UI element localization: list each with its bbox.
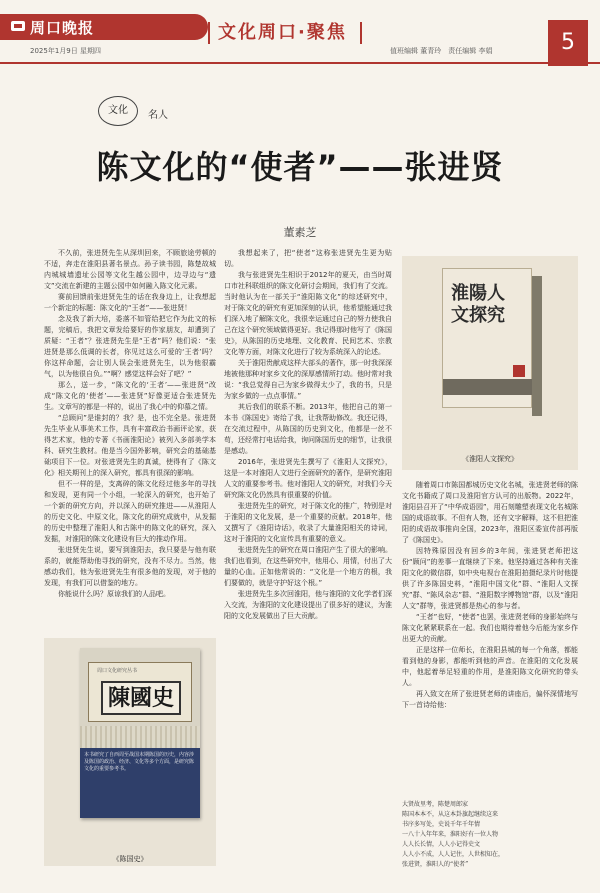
book-photo-chen-guo-shi (44, 638, 216, 866)
cover-title: 陳國史 (101, 681, 181, 715)
category-tag: 名人 (148, 110, 168, 121)
paragraph: 我与张进贤先生相识于2012年的夏天，由当时周口市社科联组织的陈文化研讨会期间，我们有了交流。当时他认为在一部关于“淮阳陈文化”的综述研究中，对于陈文化的研究有更加深刻的认识，他希望能通过我们深入地了解陈文化，我很幸运通过自己的努力使我自己在这个研究领域做得更好。我记得那时他写了《陈国史》，从陈国的历史地理、文化教育、民间艺术、宗教文化等方面，对陈文化进行了较为系统深入的论述。 (224, 271, 392, 356)
book-cover (80, 648, 200, 818)
article-column-2 (224, 248, 392, 622)
seal-stamp (513, 365, 525, 377)
poem-line: 一八十入年年来，淮阳好有一位人物 (402, 831, 499, 838)
category-badge: 文化 (98, 96, 138, 126)
masthead-title: 周口晚报 (30, 19, 95, 37)
section-title: 文化周口·聚焦 (218, 22, 347, 43)
paragraph: 再入致文在所了张进贤老师的讲座后，偏怀深情地写下一首诗给他： (402, 690, 578, 709)
divider (360, 22, 362, 44)
page-number: 5 (548, 20, 588, 66)
header-rule (0, 62, 600, 64)
book-spine (532, 276, 542, 416)
divider (208, 22, 210, 44)
poem (402, 800, 578, 870)
paragraph: 随着周口市陈国都城历史文化名城，张进贤老师的陈文化书籍成了周口及淮阳官方认可的出版物。2022年，淮阳县召开了“中华成语园”，用石刻雕塑表现文化名城陈国的成语故事。不但有人物，还有文字解释，这不但把淮阳的成语故事推向全国，2023年，淮阳区委宣传部再版了《陈国史》。 (402, 481, 578, 544)
poem-line: 陈国本本不，从这本卦旗起继续这来 (402, 811, 499, 818)
photo-caption: 《陈国史》 (112, 855, 148, 863)
paragraph: 那么，送一步，“陈文化的‘王者’——张进贤”改成“陈文化的‘使者’——张进贤”好像更适合张进贤先生。文章写的都是一样的，说出了我心中的仰慕之情。 (44, 381, 216, 411)
poem-line: 书序多写处，史说千年千年情 (402, 821, 481, 828)
cover-title: 淮陽人文探究 (451, 283, 505, 326)
poem-line: 张进贤，淮阳人的“使者” (402, 861, 469, 868)
logo-icon (10, 19, 26, 33)
paragraph: 关于淮阳贵献成这样大部头的著作，那一时我深深地被他那种对家乡文化的深厚感情所打动。他时常对我说：“我总觉得自己为家乡做得太少了，我的书，只是为家乡做的一点点事情。” (224, 359, 392, 400)
paragraph: 其后我们的联系不断。2013年，他把自己的第一本书《陈国史》寄给了我，让我帮助修改。我还记得，在交流过程中，从陈国的历史到文化，他都是一丝不苟，还经常打电话给我，询问陈国历史的细节，让我很是感动。 (224, 403, 392, 455)
cover-panel (80, 748, 200, 818)
paragraph: 我想起来了，把“使者”这称张进贤先生更为贴切。 (224, 249, 392, 268)
editors: 值班编辑 董青玲 责任编辑 李娟 (390, 47, 493, 55)
book-cover (442, 268, 532, 408)
cover-blurb: 本书研究了自西周至战国末期陈国的历史，内容涉及陈国的政治、经济、文化等多个方面，是研究陈文化的重要参考书。 (84, 752, 195, 772)
book-photo-huaiyang-renwen (402, 256, 578, 470)
paragraph: 因特殊原因没有回乡的3年间，张进贤老师把这份“顾问”的差事一直继续了下来。他坚持通过各种有关淮阳文化的微信群，如中央电视台在淮阳拍摄纪录片时他提供了许多陈国史料，“淮阳中国文化”群、“淮阳人文探究”群、“陈风杂志”群、“淮阳数字博物馆”群，以及“淮阳人文”群等，张进贤都是热心的参与者。 (402, 547, 578, 610)
cover-subtitle: 周口文化研究丛书 (97, 668, 138, 674)
paragraph: 但不一样的是，支离碎的陈文化经过他多年的寻找和发现，更有同一个小组，一轮深入的研究，也开始了一个新的研究方向，并以深入的研究推进——从淮阳人的历史文化、中原文化，陈文化的研究成就中，从发掘的历史中整理了淮阳人和古陈中的陈文化的研究，深入发掘，对淮阳的陈文化建设有巨大的推动作用。 (44, 480, 216, 543)
paragraph: 张进贤先生的研究在周口淮阳产生了很大的影响。我们也看到，在这些研究中，他用心、用情，付出了大量的心血。正如他常说的：“文化是一个地方的根，我们要做的，就是守护好这个根。” (224, 546, 392, 587)
photo-caption: 《淮阳人文探究》 (462, 455, 518, 463)
cover-frame (88, 662, 192, 722)
article-title: 陈文化的“使者”——张进贤 (96, 148, 504, 186)
cover-pattern (80, 726, 200, 748)
paragraph: 张进贤先生说，要写到淮阳去，我只要是与他有联系的，就能帮助他寻找的研究，没有不尽力。当然，他感动我们，他为张进贤先生有很多他的发现，对于他的发现，有我们可以借鉴的地方。 (44, 546, 216, 587)
byline: 董素芝 (283, 226, 317, 239)
paragraph: “总顾问”是谁封的？我？是，也不完全是。张进贤先生毕业从事美术工作，具有丰富政治书画评论家，获得艺术家，他的专著《书画淮阳论》被列入多部美学本科、研究生教材。他是当今国外影响，研究会的基础基础项目下一位。对张进贤先生的真诚，使得有了《陈文化》相关期刊上的深入研究，都具有很深的影响。 (44, 414, 216, 477)
issue-date: 2025年1月9日 星期四 (30, 47, 101, 55)
paragraph: 赛前回馈前张进贤先生的话在我身边上，让我想起一个新定的标题：陈文化的“王者”——张进贤！ (44, 293, 216, 312)
poem-line: 人人长长情，人人小记得史文 (402, 841, 481, 848)
cover-band (443, 379, 533, 395)
article-column-3 (402, 480, 578, 711)
paragraph: “王者”也好，“使者”也罢，张进贤老师的身影始终与陈文化紧紧联系在一起。我们也期待着他今后能为家乡作出更大的贡献。 (402, 613, 578, 643)
paragraph: 你能说什么吗？原谅我们的人品吧。 (58, 590, 170, 598)
paragraph: 张进贤先生多次回淮阳，他与淮阳的文化学者们深入交流，为淮阳的文化建设提出了很多好的建议，为淮阳的文化发展做出了巨大贡献。 (224, 590, 392, 620)
paragraph: 正是这样一位师长，在淮阳县城的每一个角落，都能看到他的身影，都能听到他的声音。在淮阳的文化发展中，他起着举足轻重的作用，是淮阳陈文化研究的带头人。 (402, 646, 578, 687)
paragraph: 念及我了新大培，委落不如管给把它作为此文的标题，完稿后，我把文章发给要好的作家朋友，却遭到了质疑：“王者”？张进贤先生是“王者”吗？他们说：“张进贤是那么低调的长者，你见过这么可爱的‘王者’吗？你这样命题，会让别人误会张进贤先生，以为他很霸气，以为他很自负。”“啊？感觉这样会好了吧？” (44, 315, 216, 378)
paragraph: 不久前，张进贤先生从深圳回来，不顾旅途劳顿的不适，奔走在淮阳县著名景点。孙子读书园，陈楚故城内城城墙遗址公园等文化生越公园中，边寻边与“遗文”交流在新建的主题公园中如何融入陈文化元素。 (44, 249, 216, 290)
poem-line: 大贤故里考，陈楚周郎家 (402, 801, 469, 808)
article-column-1 (44, 248, 216, 600)
paragraph: 2016年，张进贤先生撰写了《淮阳人文探究》，这是一本对淮阳人文进行全面研究的著作，是研究淮阳人文的重要参考书。他对淮阳人文的研究，对我们今天研究陈文化仍然具有很重要的价值。 (224, 458, 392, 499)
page-header (0, 0, 600, 80)
poem-line: 人人小不成，人人记住，人世相知在， (402, 851, 505, 858)
paragraph: 张进贤先生的研究，对于陈文化的推广，特别是对于淮阳的文化发展，是一个重要的贡献。2018年，他又撰写了《淮阳诗话》，收录了大量淮阳相关的诗词，这对于淮阳的文化宣传具有重要的意义。 (224, 502, 392, 543)
